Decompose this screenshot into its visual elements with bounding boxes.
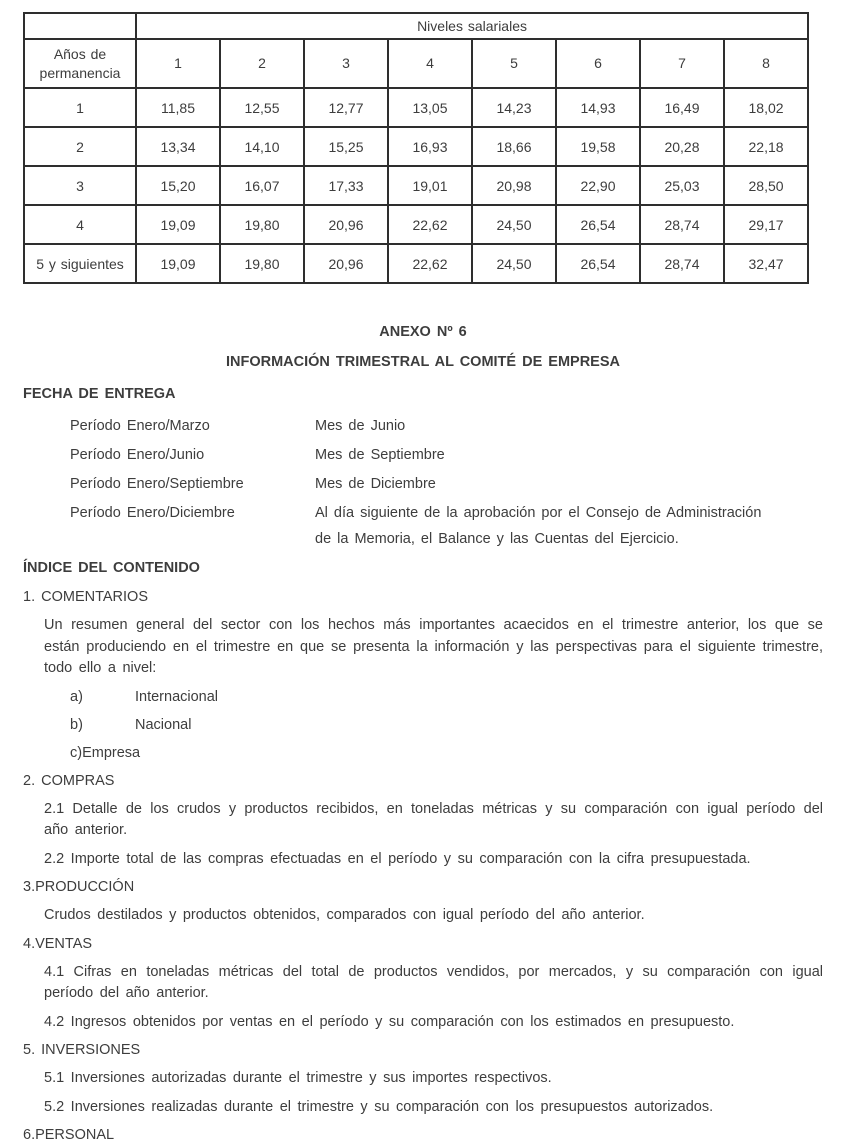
delivery-due-line2: de la Memoria, el Balance y las Cuentas del Ejercicio.	[315, 531, 679, 547]
table-level-header: 2	[220, 39, 304, 88]
table-row-label: 4	[24, 205, 136, 244]
table-cell: 16,93	[388, 127, 472, 166]
table-row-header-cell: Años de permanencia	[24, 39, 136, 88]
table-cell: 24,50	[472, 244, 556, 283]
table-cell: 25,03	[640, 166, 724, 205]
comentarios-paragraph: Un resumen general del sector con los hechos más importantes acaecidos en el trimestre anterior, los que se están produciendo en el trimestre en que se presenta la información y las perspectivas para el siguiente trimestre, todo ello a nivel:	[44, 617, 823, 676]
table-header-row	[24, 39, 808, 88]
inversiones-item-2: 5.2 Inversiones realizadas durante el trimestre y su comparación con los presupuestos autorizados.	[44, 1098, 714, 1115]
ventas-item-1: 4.1 Cifras en toneladas métricas del total de productos vendidos, por mercados, y su comparación con igual período del año anterior.	[44, 963, 823, 1001]
delivery-period: Período Enero/Junio	[70, 447, 205, 463]
list-marker: b)	[70, 716, 83, 733]
delivery-row	[23, 503, 823, 550]
table-cell: 14,93	[556, 88, 640, 127]
delivery-due: Mes de Diciembre	[315, 476, 436, 492]
table-cell: 22,90	[556, 166, 640, 205]
table-row	[24, 127, 808, 166]
table-cell: 19,09	[136, 244, 220, 283]
table-cell: 13,05	[388, 88, 472, 127]
table-cell: 20,28	[640, 127, 724, 166]
table-cell: 28,50	[724, 166, 808, 205]
list-text: c)Empresa	[70, 744, 141, 761]
table-cell: 15,25	[304, 127, 388, 166]
table-cell: 19,01	[388, 166, 472, 205]
compras-item-2: 2.2 Importe total de las compras efectuadas en el período y su comparación con la cifra presupuestada.	[44, 850, 751, 867]
section-heading-compras: 2. COMPRAS	[23, 772, 115, 789]
table-cell: 26,54	[556, 244, 640, 283]
table-row-label: 1	[24, 88, 136, 127]
table-cell: 28,74	[640, 205, 724, 244]
list-item-b	[23, 715, 823, 736]
document-page	[23, 0, 823, 1146]
table-empty-corner-cell	[24, 13, 136, 39]
delivery-row	[23, 416, 823, 437]
delivery-due: Mes de Septiembre	[315, 447, 445, 463]
table-cell: 29,17	[724, 205, 808, 244]
table-level-header: 1	[136, 39, 220, 88]
table-level-header: 8	[724, 39, 808, 88]
table-row-label: 3	[24, 166, 136, 205]
table-row	[24, 244, 808, 283]
inversiones-item-1: 5.1 Inversiones autorizadas durante el trimestre y sus importes respectivos.	[44, 1070, 552, 1086]
annex-document	[23, 322, 823, 1146]
section-heading-personal: 6.PERSONAL	[23, 1127, 115, 1143]
table-row-label: 2	[24, 127, 136, 166]
table-cell: 18,02	[724, 88, 808, 127]
table-cell: 14,10	[220, 127, 304, 166]
table-row-label: 5 y siguientes	[24, 244, 136, 283]
table-cell: 28,74	[640, 244, 724, 283]
table-row	[24, 205, 808, 244]
table-cell: 11,85	[136, 88, 220, 127]
list-marker: a)	[70, 688, 83, 705]
table-cell: 17,33	[304, 166, 388, 205]
delivery-due-line1: Al día siguiente de la aprobación por el Consejo de Administración	[315, 505, 762, 521]
table-row	[24, 88, 808, 127]
table-cell: 12,55	[220, 88, 304, 127]
list-text: Internacional	[135, 688, 219, 705]
table-cell: 22,62	[388, 244, 472, 283]
delivery-period: Período Enero/Marzo	[70, 418, 210, 434]
table-cell: 22,62	[388, 205, 472, 244]
table-cell: 20,96	[304, 244, 388, 283]
delivery-row	[23, 445, 823, 466]
annex-title: ANEXO Nº 6	[379, 324, 467, 340]
table-level-header: 3	[304, 39, 388, 88]
list-item-c	[23, 743, 823, 764]
table-group-header-row	[24, 13, 808, 39]
table-level-header: 4	[388, 39, 472, 88]
compras-item-1: 2.1 Detalle de los crudos y productos recibidos, en toneladas métricas y su comparación con igual período del año anterior.	[44, 800, 823, 838]
table-cell: 12,77	[304, 88, 388, 127]
table-cell: 14,23	[472, 88, 556, 127]
section-heading-ventas: 4.VENTAS	[23, 935, 93, 952]
table-row	[24, 166, 808, 205]
table-group-header-cell: Niveles salariales	[136, 13, 808, 39]
index-heading: ÍNDICE DEL CONTENIDO	[23, 560, 200, 576]
table-cell: 18,66	[472, 127, 556, 166]
delivery-period: Período Enero/Septiembre	[70, 476, 244, 492]
delivery-due: Mes de Junio	[315, 418, 406, 434]
table-cell: 19,58	[556, 127, 640, 166]
delivery-period: Período Enero/Diciembre	[70, 505, 235, 521]
section-heading-produccion: 3.PRODUCCIÓN	[23, 879, 135, 895]
delivery-row	[23, 474, 823, 495]
table-level-header: 6	[556, 39, 640, 88]
produccion-paragraph: Crudos destilados y productos obtenidos, comparados con igual período del año anterior.	[44, 907, 645, 923]
ventas-item-2: 4.2 Ingresos obtenidos por ventas en el período y su comparación con los estimados en presupuesto.	[44, 1013, 735, 1030]
table-cell: 24,50	[472, 205, 556, 244]
annex-subtitle: INFORMACIÓN TRIMESTRAL AL COMITÉ DE EMPRESA	[226, 354, 620, 370]
table-cell: 20,98	[472, 166, 556, 205]
table-cell: 32,47	[724, 244, 808, 283]
section-heading-comentarios: 1. COMENTARIOS	[23, 589, 148, 605]
table-cell: 20,96	[304, 205, 388, 244]
delivery-due	[315, 503, 823, 550]
table-cell: 22,18	[724, 127, 808, 166]
salary-levels-table	[23, 12, 809, 284]
table-level-header: 5	[472, 39, 556, 88]
delivery-heading: FECHA DE ENTREGA	[23, 386, 176, 402]
list-item-a	[23, 687, 823, 708]
table-level-header: 7	[640, 39, 724, 88]
table-cell: 15,20	[136, 166, 220, 205]
table-cell: 19,80	[220, 244, 304, 283]
table-cell: 19,80	[220, 205, 304, 244]
list-text: Nacional	[135, 716, 192, 733]
table-cell: 19,09	[136, 205, 220, 244]
table-cell: 13,34	[136, 127, 220, 166]
table-cell: 16,49	[640, 88, 724, 127]
table-cell: 16,07	[220, 166, 304, 205]
table-cell: 26,54	[556, 205, 640, 244]
section-heading-inversiones: 5. INVERSIONES	[23, 1042, 141, 1058]
